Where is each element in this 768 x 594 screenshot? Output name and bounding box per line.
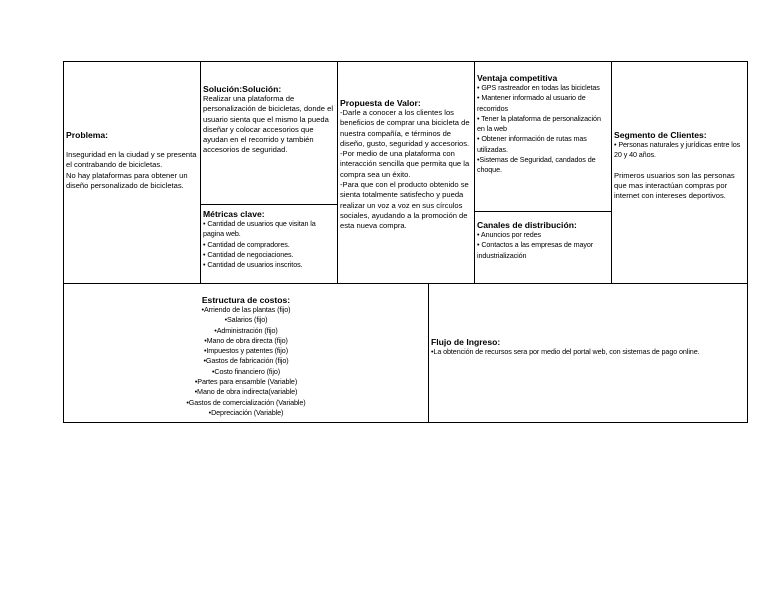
metricas-item-4: • Cantidad de usuarios inscritos. bbox=[203, 260, 303, 270]
costos-item-10: •Gastos de comercialización (Variable) bbox=[186, 397, 306, 407]
problema-line-2: No hay plataformas para obtener un diseño personalizado de bicicletas. bbox=[66, 170, 188, 190]
metricas-cell bbox=[200, 204, 338, 284]
solucion-text: Realizar una plataforma de personalización de bicicletas, donde el usuario sienta que el mismo la pueda diseñar y colocar accesorios que ayudan en el recorrido y también accesorios de seguridad. bbox=[203, 94, 334, 155]
costos-item-11: •Depreciación (Variable) bbox=[208, 407, 284, 417]
segmento-item-1: • Personas naturales y jurídicas entre los 20 y 40 años. bbox=[614, 140, 741, 160]
metricas-item-2: • Cantidad de compradores. bbox=[203, 239, 290, 249]
problema-cell bbox=[63, 61, 201, 284]
segmento-cell bbox=[611, 61, 748, 284]
costos-item-7: •Costo financiero (fijo) bbox=[211, 366, 281, 376]
costos-item-2: •Salarios (fijo) bbox=[224, 315, 268, 325]
segmento-item-2: Primeros usuarios son las personas que mas interactúan compras por internet con intereses deportivos. bbox=[614, 170, 735, 201]
canales-item-1: • Anuncios por redes bbox=[477, 230, 542, 239]
metricas-title: Métricas clave: bbox=[203, 209, 265, 219]
solucion-title: Solución:Solución: bbox=[203, 84, 282, 94]
ingreso-title: Flujo de Ingreso: bbox=[431, 337, 501, 347]
costos-item-9: •Mano de obra indirecta(variable) bbox=[194, 387, 298, 397]
problema-line-1: Inseguridad en la ciudad y se presenta el contrabando de bicicletas. bbox=[66, 150, 197, 170]
business-model-canvas bbox=[63, 61, 748, 423]
costos-cell bbox=[63, 283, 429, 423]
propuesta-title: Propuesta de Valor: bbox=[340, 98, 421, 108]
propuesta-item-2: -Por medio de una plataforma con interacción sencilla que permita que la compra sea un éxito. bbox=[340, 149, 470, 179]
costos-item-4: •Mano de obra directa (fijo) bbox=[204, 335, 288, 345]
canales-cell bbox=[474, 211, 612, 284]
metricas-item-3: • Cantidad de negociaciones. bbox=[203, 249, 294, 259]
canales-title: Canales de distribución: bbox=[477, 220, 577, 230]
segmento-title: Segmento de Clientes: bbox=[614, 130, 707, 140]
propuesta-item-1: -Darle a conocer a los clientes los beneficios de comprar una bicicleta de nuestra compañía, e términos de diseño, gusto, seguridad y accesorios. bbox=[340, 108, 470, 148]
costos-item-1: •Arriendo de las plantas (fijo) bbox=[201, 305, 291, 314]
costos-item-3: •Administración (fijo) bbox=[214, 325, 278, 335]
ventaja-item-4: • Obtener información de rutas mas utilizadas. bbox=[477, 134, 587, 154]
ventaja-item-5: •Sistemas de Seguridad, candados de choque. bbox=[477, 155, 596, 175]
ventaja-item-3: • Tener la plataforma de personalización en la web bbox=[477, 113, 601, 134]
ventaja-item-1: • GPS rastreador en todas las bicicletas bbox=[477, 83, 600, 92]
costos-item-6: •Gastos de fabricación (fijo) bbox=[203, 356, 289, 366]
costos-item-8: •Partes para ensamble (Variable) bbox=[194, 377, 298, 387]
ingreso-item-1: •La obtención de recursos sera por medio del portal web, con sistemas de pago online. bbox=[431, 347, 700, 356]
ventaja-cell bbox=[474, 61, 612, 212]
ingreso-cell bbox=[428, 283, 748, 423]
canales-item-2: • Contactos a las empresas de mayor industrialización bbox=[477, 240, 594, 260]
costos-item-5: •Impuestos y patentes (fijo) bbox=[203, 346, 288, 356]
ventaja-item-2: • Mantener informado al usuario de recorridos bbox=[477, 93, 586, 113]
metricas-item-1: • Cantidad de usuarios que visitan la pagina web. bbox=[203, 219, 316, 239]
costos-title: Estructura de costos: bbox=[201, 295, 291, 305]
problema-title: Problema: bbox=[66, 130, 109, 140]
propuesta-cell bbox=[337, 61, 475, 284]
solucion-cell bbox=[200, 61, 338, 205]
ventaja-title: Ventaja competitiva bbox=[477, 73, 558, 83]
propuesta-item-3: -Para que con el producto obtenido se sienta totalmente satisfecho y pueda realizar un voz a voz en sus círculos sociales, ayudando a la promoción de esta nueva compra. bbox=[340, 180, 469, 231]
